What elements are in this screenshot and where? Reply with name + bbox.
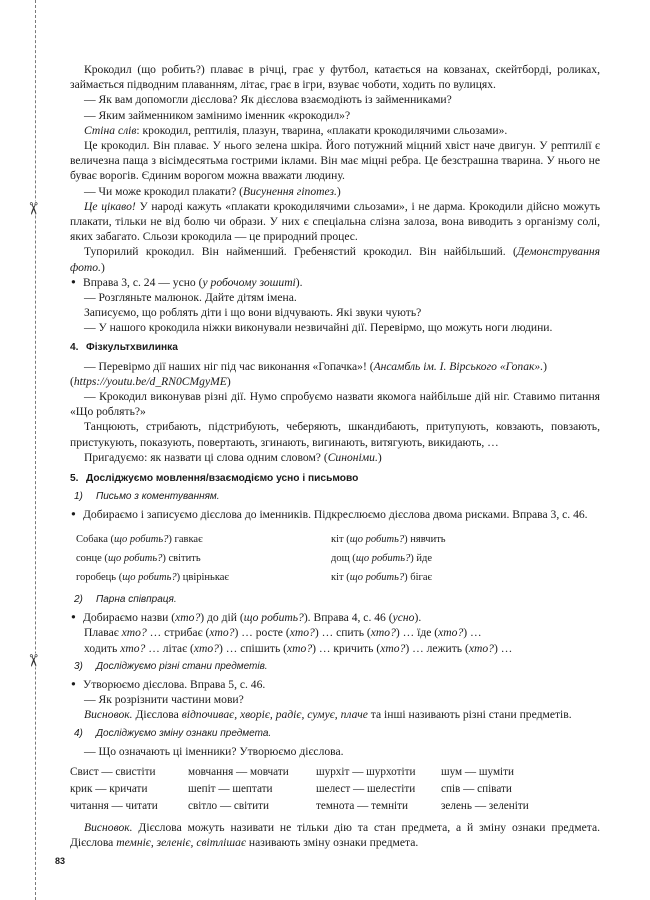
paragraph: Танцюють, стрибають, підстрибують, чеберяють, шкандибають, притупують, ковзають, повзають, пристукують, показують, повертають, згинають, вигинають, витягують, викидають, … xyxy=(70,420,600,449)
paragraph: — Перевірмо дії наших ніг під час виконання «Гопачка»! (Ансамбль ім. І. Вірського «Гопак».) xyxy=(84,359,547,373)
paragraph: Тупорилий крокодил. Він найменший. Гребенястий крокодил. Він найбільший. (Демонстрування фото.) xyxy=(70,245,600,274)
paragraph: Крокодил (що робить?) плаває в річці, грає у футбол, катається на ковзанах, скейтборді, роликах, займається підводним плаванням, літає, грає в ігри, взуває чоботи, ходить по вулицях. xyxy=(70,63,600,92)
word-pair: шурхіт — шурхотіти xyxy=(316,765,416,778)
paragraph: Це цікаво! У народі кажуть «плакати крокодилячими сльозами», і не дарма. Крокодили дійсно можуть плакати, тільки не від болю чи образи. У них є спеціальна слізна залоза, вона виводить з організму солі, яких забагато. Сльози крокодила — це природний процес. xyxy=(70,199,600,244)
cut-line xyxy=(35,0,36,900)
paragraph: — Як вам допомогли дієслова? Як дієслова взаємодіють із займенниками? xyxy=(84,93,452,107)
paragraph: Пригадуємо: як назвати ці слова одним словом? (Синоніми.) xyxy=(84,450,382,464)
exercise-line-1: Плаває хто? … стрибає (хто?) … росте (хто?) … спить (хто?) … їде (хто?) … xyxy=(84,626,482,640)
pair-item: сонце (що робить?) світить xyxy=(76,553,201,565)
video-link[interactable]: (https://youtu.be/d_RN0CMgyME) xyxy=(70,374,231,388)
pair-item: кіт (що робить?) бігає xyxy=(331,572,433,584)
word-pair: світло — світити xyxy=(188,799,270,812)
word-pair: зелень — зеленіти xyxy=(441,799,529,812)
paragraph: — Чи може крокодил плакати? (Висунення гіпотез.) xyxy=(84,184,341,198)
pair-item: горобець (що робить?) цвірінькає xyxy=(76,572,229,584)
noun-verb-pairs xyxy=(76,530,600,587)
word-pair: шум — шуміти xyxy=(441,765,515,778)
paragraph: — У нашого крокодила ніжки виконували незвичайні дії. Перевірмо, що можуть ноги людини. xyxy=(84,321,553,335)
section-heading-4: 4. Фізкультхвилинка xyxy=(70,341,178,353)
bullet-item: • Добираємо назви (хто?) до дій (що робить?). Вправа 4, с. 46 (усно). xyxy=(70,610,600,625)
subsection-heading-1: 1) Письмо з коментуванням. xyxy=(74,491,220,503)
word-pair: читання — читати xyxy=(70,799,158,812)
paragraph: — Яким займенником замінимо іменник «крокодил»? xyxy=(84,108,351,122)
bullet-item: • Вправа 3, с. 24 — усно (у робочому зошиті). xyxy=(70,275,600,290)
word-pair: шелест — шелестіти xyxy=(316,782,416,795)
paragraph: Записуємо, що роблять діти і що вони відчувають. Які звуки чують? xyxy=(84,306,422,320)
pair-item: Собака (що робить?) гавкає xyxy=(76,534,203,546)
word-pair: спів — співати xyxy=(441,782,512,795)
bullet-item: • Добираємо і записуємо дієслова до іменників. Підкреслюємо дієслова двома рисками. Вправа 3, с. 46. xyxy=(70,507,600,522)
word-pair: крик — кричати xyxy=(70,782,148,795)
subsection-heading-3: 3) Досліджуємо різні стани предметів. xyxy=(74,660,268,672)
conclusion: Висновок. Дієслова відпочиває, хворіє, радіє, сумує, плаче та інші називають різні стани предметів. xyxy=(84,708,572,722)
page-number: 83 xyxy=(55,856,66,866)
paragraph: — Крокодил виконував різні дії. Нумо спробуємо назвати якомога найбільше дій ніг. Ставимо питання «Що роблять?» xyxy=(70,390,600,419)
paragraph: — Розгляньте малюнок. Дайте дітям імена. xyxy=(84,291,297,305)
subsection-heading-4: 4) Досліджуємо зміну ознаки предмета. xyxy=(74,727,272,739)
word-pair: Свист — свистіти xyxy=(70,765,156,778)
scissors-icon: ✂ xyxy=(22,653,43,668)
paragraph: — Що означають ці іменники? Утворюємо дієслова. xyxy=(84,744,344,758)
page-content xyxy=(70,62,600,850)
word-pairs-table xyxy=(70,764,600,815)
paragraph: — Як розрізнити частини мови? xyxy=(84,693,244,707)
pair-item: дощ (що робить?) йде xyxy=(331,553,432,565)
exercise-line-2: ходить хто? … літає (хто?) … спішить (хто?) … кричить (хто?) … лежить (хто?) … xyxy=(84,641,513,655)
conclusion: Висновок. Дієслова можуть називати не тільки дію та стан предмета, а й зміну ознаки предмета. Дієслова темніє, зеленіє, світлішає називають зміну ознаки предмета. xyxy=(70,820,600,849)
paragraph: Це крокодил. Він плаває. У нього зелена шкіра. Його потужний міцний хвіст наче двигун. У рептилії є величезна паща з вісімдесятьма гострими іклами. Він має міцні ребра. Це безстрашна тварина. У нього не буває ворогів. Єдиним ворогом можна вважати людину. xyxy=(70,139,600,183)
paragraph: Стіна слів: крокодил, рептилія, плазун, тварина, «плакати крокодилячими сльозами». xyxy=(84,123,508,137)
word-pair: мовчання — мовчати xyxy=(188,765,289,778)
word-pair: шепіт — шептати xyxy=(188,782,273,795)
scissors-icon: ✂ xyxy=(22,201,43,216)
pair-item: кіт (що робить?) нявчить xyxy=(331,534,446,546)
subsection-heading-2: 2) Парна співпраця. xyxy=(74,594,177,606)
section-heading-5: 5. Досліджуємо мовлення/взаємодіємо усно і письмово xyxy=(70,473,359,485)
word-pair: темнота — темніти xyxy=(316,799,409,812)
bullet-item: • Утворюємо дієслова. Вправа 5, с. 46. xyxy=(70,677,600,692)
